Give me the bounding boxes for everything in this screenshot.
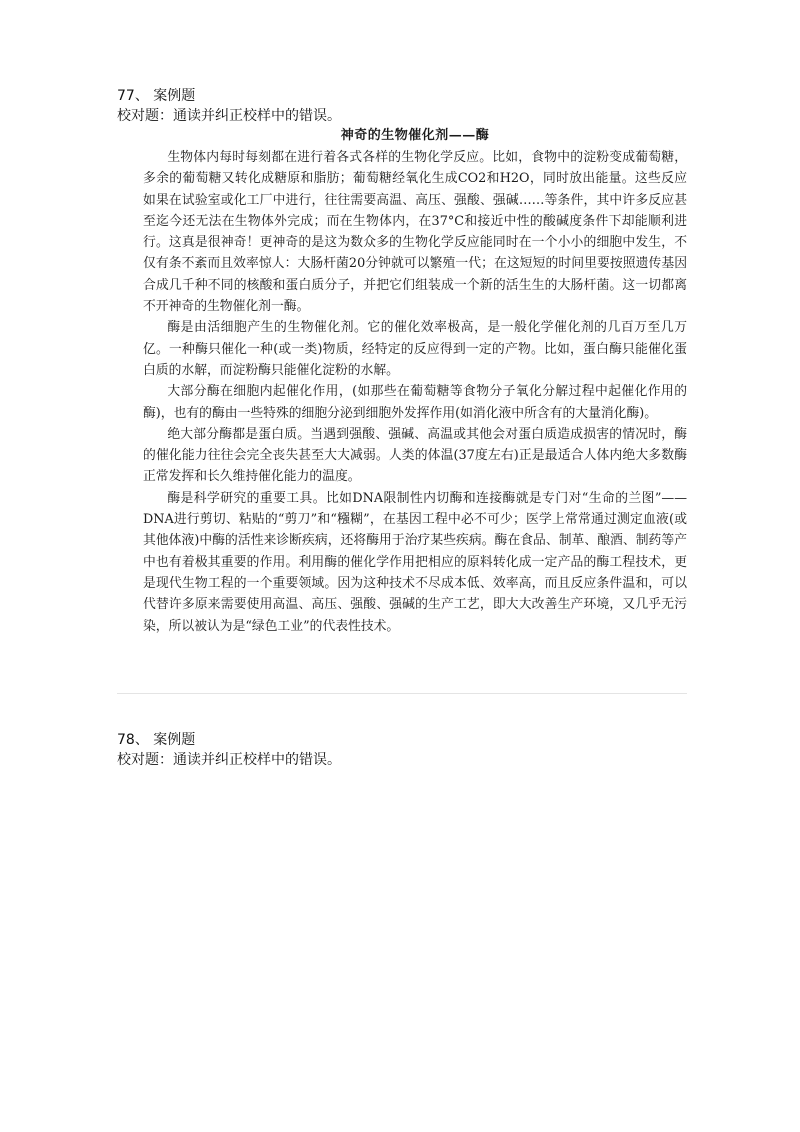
question-78 (117, 730, 687, 770)
question-prompt: 校对题：通读并纠正校样中的错误。 (117, 108, 341, 124)
passage-paragraph: 酶是由活细胞产生的生物催化剂。它的催化效率极高，是一般化学催化剂的几百万至几万亿。一种酶只催化一种(或一类)物质，经特定的反应得到一定的产物。比如，蛋白酶只能催化蛋白质的水解，而淀粉酶只能催化淀粉的水解。 (143, 320, 687, 378)
question-divider (117, 693, 687, 694)
question-prompt: 校对题：通读并纠正校样中的错误。 (117, 752, 341, 768)
passage-paragraph: 酶是科学研究的重要工具。比如DNA限制性内切酶和连接酶就是专门对“生命的兰图”——DNA进行剪切、粘贴的“剪刀”和“糨糊”，在基因工程中必不可少；医学上常常通过测定血液(或其他体液)中酶的活性来诊断疾病，还将酶用于治疗某些疾病。酶在食品、制革、酿酒、制药等产中也有着极其重要的作用。利用酶的催化学作用把相应的原料转化成一定产品的酶工程技术，更是现代生物工程的一个重要领域。因为这种技术不尽成本低、效率高，而且反应条件温和，可以代替许多原来需要使用高温、高压、强酸、强碱的生产工艺，即大大改善生产环境，又几乎无污染，所以被认为是“绿色工业”的代表性技术。 (143, 490, 687, 634)
passage-paragraph: 生物体内每时每刻都在进行着各式各样的生物化学反应。比如，食物中的淀粉变成葡萄糖，多余的葡萄糖又转化成糖原和脂肪；葡萄糖经氧化生成CO2和H2O，同时放出能量。这些反应如果在试验室或化工厂中进行，往往需要高温、高压、强酸、强碱……等条件，其中许多反应甚至迄今还无法在生物体外完成；而在生物体内，在37°C和接近中性的酸碱度条件下却能顺利进行。这真是很神奇！更神奇的是这为数众多的生物化学反应能同时在一个小小的细胞中发生，不仅有条不紊而且效率惊人：大肠杆菌20分钟就可以繁殖一代；在这短短的时间里要按照遗传基因合成几千种不同的核酸和蛋白质分子，并把它们组装成一个新的活生生的大肠杆菌。这一切都离不开神奇的生物催化剂一酶。 (143, 150, 687, 315)
question-header: 77、 案例题 (117, 88, 196, 104)
question-header: 78、 案例题 (117, 732, 196, 748)
passage-paragraph: 大部分酶在细胞内起催化作用，(如那些在葡萄糖等食物分子氧化分解过程中起催化作用的酶)，也有的酶由一些特殊的细胞分泌到细胞外发挥作用(如消化液中所含有的大量消化酶)。 (143, 384, 687, 421)
question-77 (117, 86, 687, 126)
proof-passage-scan (143, 127, 687, 637)
passage-title: 神奇的生物催化剂——酶 (340, 128, 490, 143)
passage-paragraph: 绝大部分酶都是蛋白质。当遇到强酸、强碱、高温或其他会对蛋白质造成损害的情况时，酶的催化能力往往会完全丧失甚至大大减弱。人类的体温(37度左右)正是最适合人体内绝大多数酶正常发挥和长久维持催化能力的温度。 (143, 426, 687, 485)
